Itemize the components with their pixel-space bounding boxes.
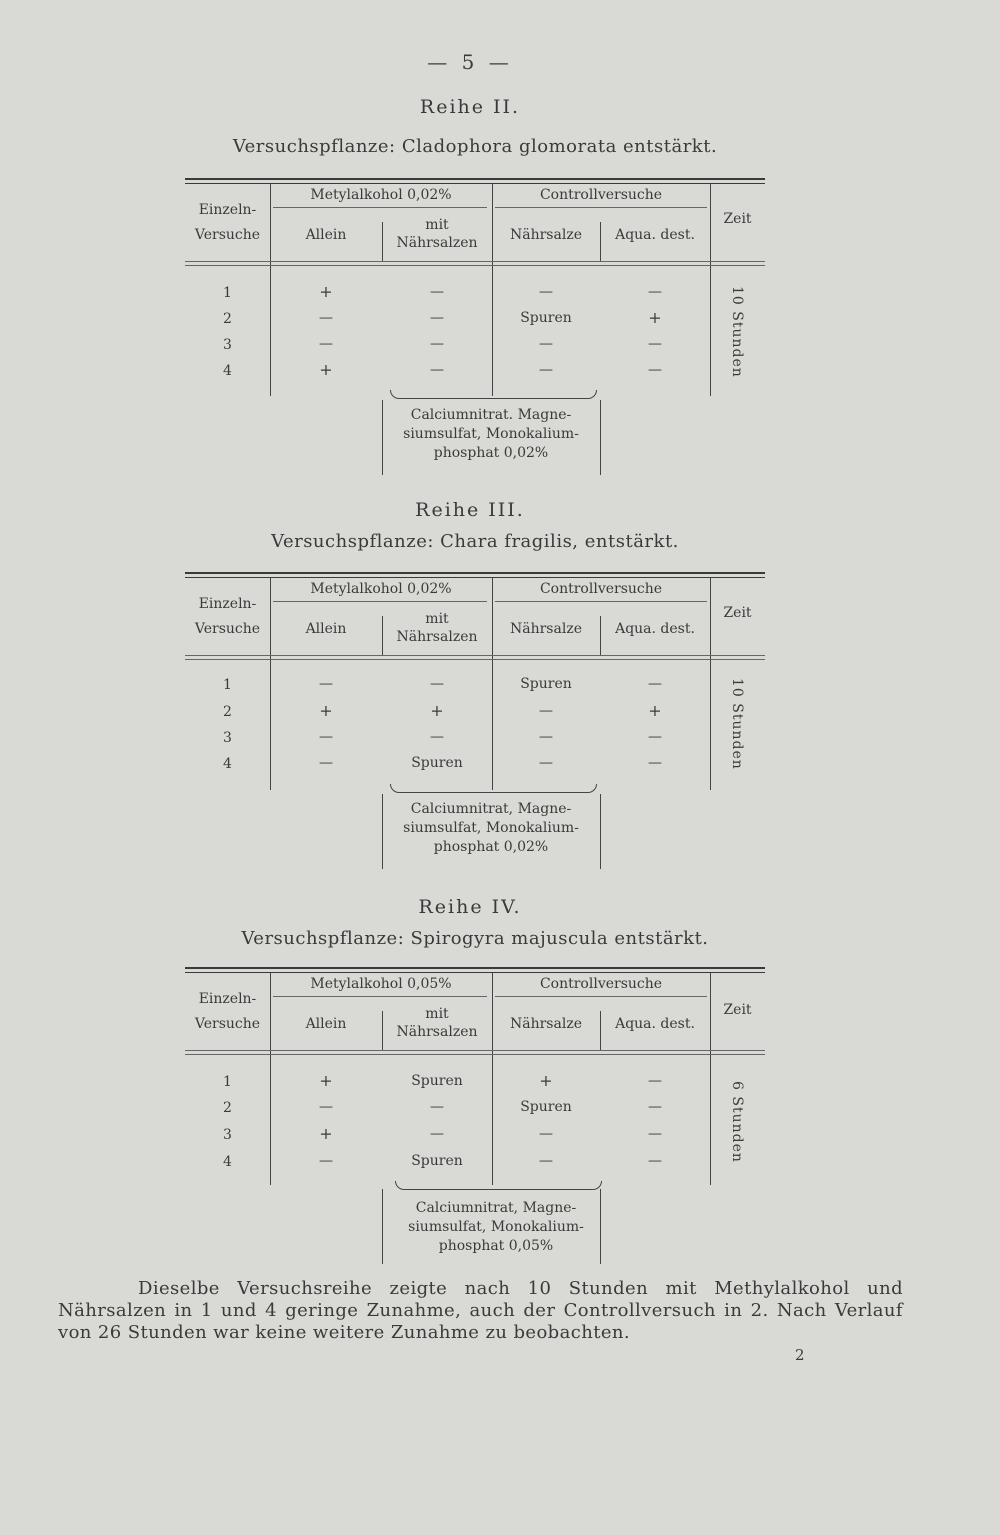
row-number: 4 — [223, 363, 232, 379]
salt-note-line: Calciumnitrat, Magne- — [410, 801, 572, 817]
reihe-iv-plant: Versuchspflanze: Spirogyra majuscula entstärkt. — [241, 928, 709, 949]
cell-mit: Spuren — [411, 1153, 463, 1169]
brace — [390, 784, 597, 793]
header-allein: Allein — [305, 1016, 347, 1032]
cell-allein: + — [319, 1124, 333, 1143]
cell-naehrsalze: — — [539, 1153, 553, 1169]
header-versuche: Versuche — [194, 227, 261, 243]
header-versuche: Versuche — [194, 1016, 261, 1032]
row-number: 3 — [223, 337, 232, 353]
cell-aqua: — — [648, 1073, 662, 1089]
header-methyl: Metylalkohol 0,02% — [310, 187, 452, 203]
header-methyl: Metylalkohol 0,02% — [310, 581, 452, 597]
cell-allein: — — [319, 755, 333, 771]
table-header-rule — [185, 655, 765, 660]
cell-naehrsalze: — — [539, 703, 553, 719]
cell-mit: — — [430, 1126, 444, 1142]
cell-aqua: — — [648, 1153, 662, 1169]
cell-aqua: — — [648, 1099, 662, 1115]
reihe-iii-plant: Versuchspflanze: Chara fragilis, entstärkt. — [271, 531, 679, 552]
salt-note-line: phosphat 0,05% — [438, 1238, 554, 1254]
header-einzeln: Einzeln- — [198, 991, 257, 1007]
header-naehrsalzen: Nährsalzen — [396, 629, 478, 645]
header-aqua: Aqua. dest. — [615, 621, 695, 637]
table-top-rule — [185, 572, 765, 578]
header-aqua: Aqua. dest. — [615, 227, 695, 243]
header-zeit: Zeit — [723, 605, 752, 621]
cell-mit: — — [430, 310, 444, 326]
table-group-rule — [273, 996, 487, 997]
cell-mit: — — [430, 284, 444, 300]
cell-mit: — — [430, 336, 444, 352]
salt-note-line: siumsulfat, Monokalium- — [408, 1219, 584, 1235]
cell-naehrsalze: — — [539, 336, 553, 352]
cell-mit: — — [430, 676, 444, 692]
header-mit: mit — [425, 611, 449, 627]
row-number: 4 — [223, 1154, 232, 1170]
header-versuche: Versuche — [194, 621, 261, 637]
cell-allein: + — [319, 282, 333, 301]
salt-note-line: siumsulfat, Monokalium- — [403, 426, 579, 442]
cell-naehrsalze: — — [539, 729, 553, 745]
reihe-ii-title: Reihe II. — [419, 96, 521, 118]
cell-allein: — — [319, 310, 333, 326]
cell-aqua: — — [648, 676, 662, 692]
row-number: 2 — [223, 311, 232, 327]
table-group-rule — [495, 996, 707, 997]
cell-naehrsalze: — — [539, 755, 553, 771]
cell-aqua: — — [648, 729, 662, 745]
cell-allein: — — [319, 676, 333, 692]
table-group-rule — [495, 207, 707, 208]
table-group-rule — [273, 601, 487, 602]
salt-note-line: Calciumnitrat. Magne- — [410, 407, 572, 423]
reihe-ii-plant: Versuchspflanze: Cladophora glomorata entstärkt. — [232, 136, 718, 157]
row-number: 3 — [223, 1127, 232, 1143]
cell-naehrsalze: + — [539, 1071, 553, 1090]
cell-allein: — — [319, 336, 333, 352]
salt-note-line: phosphat 0,02% — [433, 445, 549, 461]
zeit-value: 6 Stunden — [729, 1081, 745, 1163]
row-number: 1 — [223, 285, 232, 301]
header-naehrsalze: Nährsalze — [510, 227, 582, 243]
header-methyl: Metylalkohol 0,05% — [310, 976, 452, 992]
cell-naehrsalze: — — [539, 1126, 553, 1142]
cell-aqua: + — [648, 308, 662, 327]
salt-note-line: Calciumnitrat, Magne- — [415, 1200, 577, 1216]
header-allein: Allein — [305, 621, 347, 637]
header-controll: Controllversuche — [539, 976, 663, 992]
header-allein: Allein — [305, 227, 347, 243]
cell-naehrsalze: Spuren — [520, 1099, 572, 1115]
salt-note — [382, 406, 600, 463]
cell-aqua: + — [648, 701, 662, 720]
table-col-rule — [600, 400, 601, 475]
table-reihe-iv — [185, 967, 765, 1267]
brace — [390, 390, 597, 399]
table-col-rule — [600, 794, 601, 869]
cell-mit: — — [430, 729, 444, 745]
zeit-value: 10 Stunden — [729, 678, 745, 770]
cell-naehrsalze: — — [539, 284, 553, 300]
cell-allein: + — [319, 701, 333, 720]
header-zeit: Zeit — [723, 211, 752, 227]
table-reihe-iii — [185, 572, 765, 872]
row-number: 3 — [223, 730, 232, 746]
cell-allein: + — [319, 360, 333, 379]
cell-naehrsalze: — — [539, 362, 553, 378]
header-mit: mit — [425, 1006, 449, 1022]
table-top-rule — [185, 178, 765, 184]
zeit-value: 10 Stunden — [729, 286, 745, 378]
salt-note — [382, 800, 600, 857]
closing-paragraph: Dieselbe Versuchsreihe zeigte nach 10 Stunden mit Methylalkohol und Nährsalzen in 1 und 4 geringe Zunahme, auch der Controllversuch in 2. Nach Verlauf von 26 Stunden war keine weitere Zunahme zu beobachten. — [58, 1278, 903, 1343]
table-top-rule — [185, 967, 765, 973]
cell-aqua: — — [648, 1126, 662, 1142]
salt-note-line: siumsulfat, Monokalium- — [403, 820, 579, 836]
cell-mit: Spuren — [411, 755, 463, 771]
header-naehrsalzen: Nährsalzen — [396, 1024, 478, 1040]
cell-naehrsalze: Spuren — [520, 676, 572, 692]
salt-note — [382, 1199, 610, 1256]
cell-mit: — — [430, 362, 444, 378]
row-number: 4 — [223, 756, 232, 772]
reihe-iv-title: Reihe IV. — [418, 896, 522, 918]
header-naehrsalze: Nährsalze — [510, 1016, 582, 1032]
header-einzeln: Einzeln- — [198, 202, 257, 218]
cell-allein: — — [319, 1099, 333, 1115]
header-naehrsalzen: Nährsalzen — [396, 235, 478, 251]
cell-mit: — — [430, 1099, 444, 1115]
row-number: 2 — [223, 1100, 232, 1116]
cell-allein: — — [319, 729, 333, 745]
table-group-rule — [495, 601, 707, 602]
header-controll: Controllversuche — [539, 581, 663, 597]
table-header-rule — [185, 261, 765, 266]
header-aqua: Aqua. dest. — [615, 1016, 695, 1032]
row-number: 1 — [223, 1074, 232, 1090]
cell-naehrsalze: Spuren — [520, 310, 572, 326]
header-zeit: Zeit — [723, 1002, 752, 1018]
cell-aqua: — — [648, 336, 662, 352]
cell-aqua: — — [648, 755, 662, 771]
cell-aqua: — — [648, 362, 662, 378]
salt-note-line: phosphat 0,02% — [433, 839, 549, 855]
table-reihe-ii — [185, 178, 765, 478]
header-controll: Controllversuche — [539, 187, 663, 203]
cell-allein: + — [319, 1071, 333, 1090]
row-number: 2 — [223, 704, 232, 720]
header-einzeln: Einzeln- — [198, 596, 257, 612]
sheet-signature: 2 — [795, 1346, 805, 1364]
reihe-iii-title: Reihe III. — [415, 499, 525, 521]
header-mit: mit — [425, 217, 449, 233]
cell-aqua: — — [648, 284, 662, 300]
page-number: — 5 — — [427, 50, 513, 74]
cell-mit: Spuren — [411, 1073, 463, 1089]
row-number: 1 — [223, 677, 232, 693]
table-header-rule — [185, 1050, 765, 1055]
header-naehrsalze: Nährsalze — [510, 621, 582, 637]
cell-mit: + — [430, 701, 444, 720]
brace — [395, 1181, 602, 1190]
cell-allein: — — [319, 1153, 333, 1169]
table-group-rule — [273, 207, 487, 208]
